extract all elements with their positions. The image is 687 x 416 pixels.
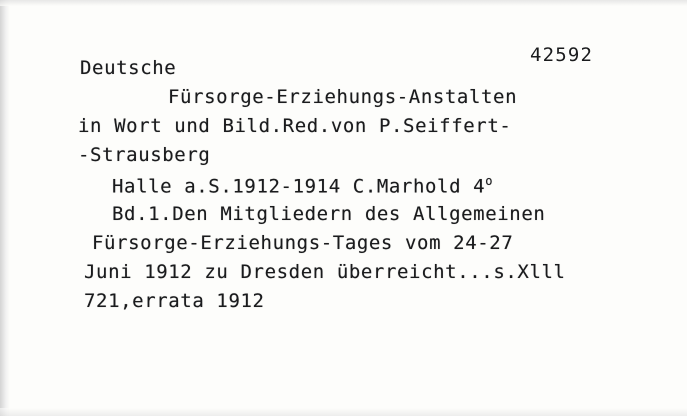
- card-line-editor-continued: -Strausberg: [78, 144, 211, 166]
- card-line-note-1: Bd.1.Den Mitgliedern des Allgemeinen: [112, 203, 546, 225]
- format-superscript: o: [485, 174, 493, 188]
- card-line-note-3: Juni 1912 zu Dresden überreicht...s.Xlll: [84, 261, 566, 283]
- card-line-author-heading: Deutsche: [80, 57, 177, 79]
- call-number: 42592: [530, 44, 594, 66]
- card-line-imprint: [112, 174, 492, 197]
- imprint-text: Halle a.S.1912-1914 C.Marhold 4: [112, 175, 486, 198]
- card-line-title: Fürsorge-Erziehungs-Anstalten: [168, 86, 518, 108]
- card-line-note-2: Fürsorge-Erziehungs-Tages vom 24-27: [92, 232, 514, 254]
- card-line-note-4: 721,errata 1912: [84, 290, 265, 312]
- card-line-statement-of-responsibility: in Wort und Bild.Red.von P.Seiffert-: [78, 115, 512, 137]
